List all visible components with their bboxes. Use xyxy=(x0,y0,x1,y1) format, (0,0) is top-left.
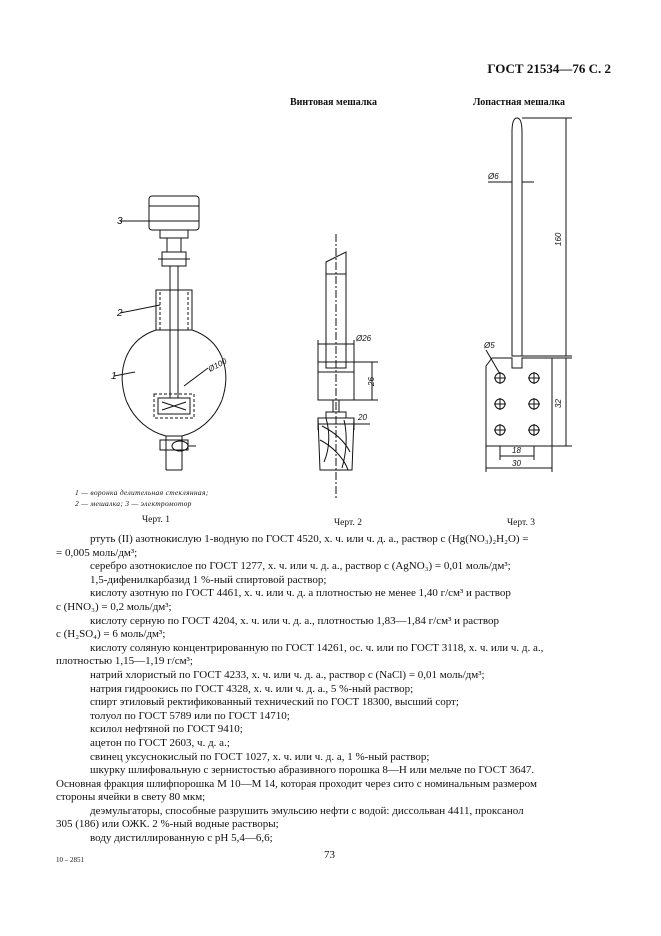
reagent-line: ацетон по ГОСТ 2603, ч. д. а.; xyxy=(90,736,230,749)
fig3-dim-160: 160 xyxy=(554,232,563,246)
fig1-label-3: 3 xyxy=(117,216,123,227)
fig3-diameter-5: Ø5 xyxy=(484,341,495,350)
caption-fig-1: Черт. 1 xyxy=(142,515,170,525)
figure-2-drawing xyxy=(318,234,378,500)
reagent-line: спирт этиловый ректификованный технический по ГОСТ 18300, высший сорт; xyxy=(90,696,459,709)
reagent-line: толуол по ГОСТ 5789 или по ГОСТ 14710; xyxy=(90,709,290,722)
reagent-line: 1,5-дифенилкарбазид 1 %-ный спиртовой раствор; xyxy=(90,573,327,586)
reagent-line: = 0,005 моль/дм³; xyxy=(56,546,138,559)
fig2-diameter: Ø26 xyxy=(356,334,372,343)
reagent-line: кислоту серную по ГОСТ 4204, х. ч. или ч. д. а., плотностью 1,83—1,84 г/см³ и раствор xyxy=(90,614,499,627)
page-header: ГОСТ 21534—76 С. 2 xyxy=(487,61,611,76)
figure-legend-line-2: 2 — мешалка; 3 — электромотор xyxy=(75,499,192,508)
reagent-line: свинец уксуснокислый по ГОСТ 1027, х. ч. или ч. д. а, 1 %-ный раствор; xyxy=(90,750,430,763)
reagent-line: с (H₂SO₄) = 6 моль/дм³; xyxy=(56,628,166,641)
reagents-list xyxy=(56,533,616,846)
reagent-line: натрий хлористый по ГОСТ 4233, х. ч. или ч. д. а., раствор с (NaCl) = 0,01 моль/дм³; xyxy=(90,668,485,681)
fig1-label-2: 2 xyxy=(117,308,123,319)
reagent-line: кислоту соляную концентрированную по ГОСТ 14261, ос. ч. или по ГОСТ 3118, х. ч. или ч. д. а., xyxy=(90,641,544,654)
fig3-dim-32: 32 xyxy=(554,399,563,408)
reagent-line: с (HNO₃) = 0,2 моль/дм³; xyxy=(56,600,172,613)
reagent-line: Основная фракция шлифпорошка М 10—М 14, которая проходит через сито с номинальным размером xyxy=(56,777,537,790)
page-number: 73 xyxy=(324,849,335,861)
figure-title-paddle-stirrer: Лопастная мешалка xyxy=(473,97,565,108)
reagent-line: ртуть (II) азотнокислую 1-водную по ГОСТ 4520, х. ч. или ч. д. а., раствор с (Hg(NO₃)₂H₂O) = xyxy=(90,533,529,545)
figure-legend-line-1: 1 — воронка делительная стеклянная; xyxy=(75,488,209,497)
reagent-line: воду дистиллированную с pH 5,4—6,6; xyxy=(90,832,273,845)
reagent-line: серебро азотнокислое по ГОСТ 1277, х. ч. или ч. д. а., раствор с (AgNO₃) = 0,01 моль/дм³; xyxy=(90,560,511,573)
caption-fig-3: Черт. 3 xyxy=(507,518,535,528)
reagent-line: шкурку шлифовальную с зернистостью абразивного порошка 8—Н или мельче по ГОСТ 3647. xyxy=(90,764,535,777)
fig2-dim-26: 26 xyxy=(367,377,376,386)
reagent-line: деэмульгаторы, способные разрушить эмульсию нефти с водой: диссольван 4411, проксанол xyxy=(90,804,524,817)
figure-title-screw-stirrer: Винтовая мешалка xyxy=(290,97,378,108)
reagent-line: плотностью 1,15—1,19 г/см³; xyxy=(56,655,193,668)
reagent-line: стороны ячейки в свету 80 мкм; xyxy=(56,791,206,804)
figure-1-drawing xyxy=(111,196,229,470)
print-code: 10 – 2851 xyxy=(56,856,84,864)
reagent-line: ксилол нефтяной по ГОСТ 9410; xyxy=(90,723,243,736)
fig3-dim-30: 30 xyxy=(512,459,521,468)
fig2-dim-20: 20 xyxy=(358,413,367,422)
reagent-line: кислоту азотную по ГОСТ 4461, х. ч. или ч. д. а плотностью не менее 1,40 г/см³ и раствор xyxy=(90,587,511,600)
reagent-line: 305 (186) или ОЖК. 2 %-ный водные растворы; xyxy=(56,818,279,831)
reagent-line: натрия гидроокись по ГОСТ 4328, х. ч. или ч. д. а., 5 %-ный раствор; xyxy=(90,682,414,695)
fig1-label-1: 1 xyxy=(111,371,117,382)
fig3-dim-18: 18 xyxy=(512,446,521,455)
fig1-diameter: Ø100 xyxy=(206,356,229,374)
figure-3-drawing xyxy=(483,118,572,472)
caption-fig-2: Черт. 2 xyxy=(334,518,362,528)
fig3-diameter-6: Ø6 xyxy=(488,172,499,181)
